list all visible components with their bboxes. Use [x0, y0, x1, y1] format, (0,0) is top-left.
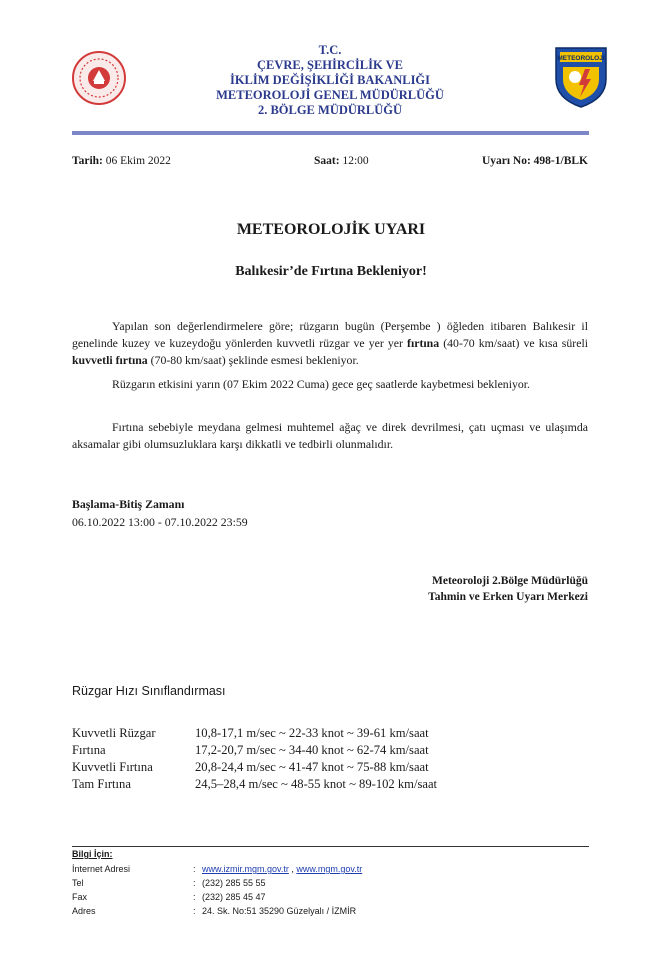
wind-row-value: 10,8-17,1 m/sec ~ 22-33 knot ~ 39-61 km/saat [195, 726, 429, 740]
wind-row-name: Kuvvetli Rüzgar [72, 726, 156, 740]
header-divider [72, 131, 589, 135]
paragraph-1-emphasis-storm: fırtına [407, 336, 440, 350]
paragraph-1-part-e: (70-80 km/saat) şeklinde esmesi bekleniyor. [147, 353, 359, 367]
footer-colon: : [193, 878, 196, 888]
logo-text: METEOROLOJİ [557, 55, 605, 62]
wind-heading: Rüzgar Hızı Sınıflandırması [72, 684, 226, 698]
signature-line-1: Meteoroloji 2.Bölge Müdürlüğü [432, 575, 588, 587]
footer-divider [72, 846, 589, 847]
time-field [314, 155, 369, 167]
izmir-website-link[interactable]: www.izmir.mgm.gov.tr [202, 864, 289, 874]
timeframe-label: Başlama-Bitiş Zamanı [72, 497, 185, 511]
paragraph-3 [72, 419, 588, 453]
mgm-website-link[interactable]: www.mgm.gov.tr [296, 864, 363, 874]
timeframe-value: 06.10.2022 13:00 - 07.10.2022 23:59 [72, 515, 248, 529]
signature-line-2: Tahmin ve Erken Uyarı Merkezi [428, 591, 588, 603]
wind-row-name: Fırtına [72, 743, 106, 757]
paragraph-3-text: Fırtına sebebiyle meydana gelmesi muhtemel ağaç ve direk devrilmesi, çatı uçması ve ulaşımda aksamalar gibi olumsuzluklara karşı dikkatli ve tedbirli olunmalıdır. [72, 420, 588, 451]
header-line-2: ÇEVRE, ŞEHİRCİLİK VE [257, 58, 403, 72]
date-label: Tarih: [72, 155, 103, 167]
header-line-1: T.C. [318, 43, 342, 57]
meteoroloji-logo-icon [553, 45, 609, 109]
footer-tel-label: Tel [72, 878, 84, 888]
footer-address-label: Adres [72, 906, 96, 916]
wind-row-name: Tam Fırtına [72, 777, 131, 791]
paragraph-2-text: Rüzgarın etkisini yarın (07 Ekim 2022 Cuma) gece geç saatlerde kaybetmesi bekleniyor. [112, 377, 531, 391]
footer-fax-value: (232) 285 45 47 [202, 892, 266, 902]
footer-title: Bilgi İçin: [72, 849, 113, 859]
footer-colon: : [193, 906, 196, 916]
wind-row-value: 17,2-20,7 m/sec ~ 34-40 knot ~ 62-74 km/saat [195, 743, 429, 757]
paragraph-1-part-a: Yapılan son değerlendirmelere göre; rüzgarın bugün (Perşembe ) öğleden itibaren Balıkesir il genelinde kuzey ve kuzeydoğu yönlerden kuvvetli rüzgar ve yer yer [72, 319, 588, 350]
paragraph-1-emphasis-strong-storm: kuvvetli fırtına [72, 353, 148, 367]
ministry-seal-icon [71, 50, 127, 106]
footer-internet-label: İnternet Adresi [72, 864, 131, 874]
paragraph-1-part-c: (40-70 km/saat) ve kısa süreli [439, 336, 588, 350]
document-title: METEOROLOJİK UYARI [236, 221, 426, 238]
wind-row-value: 24,5–28,4 m/sec ~ 48-55 knot ~ 89-102 km/saat [195, 777, 438, 791]
time-label: Saat: [314, 155, 340, 167]
paragraph-1 [72, 318, 588, 369]
wind-row-value: 20,8-24,4 m/sec ~ 41-47 knot ~ 75-88 km/saat [195, 760, 429, 774]
warning-number [482, 155, 588, 167]
header-line-4: METEOROLOJİ GENEL MÜDÜRLÜĞÜ [216, 88, 444, 102]
header-line-5: 2. BÖLGE MÜDÜRLÜĞÜ [257, 103, 403, 117]
date-field [72, 155, 171, 167]
wind-row-name: Kuvvetli Fırtına [72, 760, 153, 774]
ministry-header [140, 43, 520, 118]
footer-fax-label: Fax [72, 892, 88, 902]
footer-address-value: 24. Sk. No:51 35290 Güzelyalı / İZMİR [202, 906, 357, 916]
signature-block [428, 573, 588, 605]
footer-tel-value: (232) 285 55 55 [202, 878, 266, 888]
document-subtitle: Balıkesir’de Fırtına Bekleniyor! [235, 264, 427, 279]
paragraph-2 [72, 376, 588, 393]
link-separator: , [288, 864, 297, 874]
header-line-3: İKLİM DEĞİŞİKLİĞİ BAKANLIĞI [229, 73, 431, 87]
date-value: 06 Ekim 2022 [105, 155, 171, 167]
time-value: 12:00 [342, 155, 369, 167]
warning-number-text: Uyarı No: 498-1/BLK [481, 155, 588, 167]
footer-colon: : [193, 892, 196, 902]
footer-internet-value [202, 864, 362, 874]
footer-colon: : [193, 864, 196, 874]
